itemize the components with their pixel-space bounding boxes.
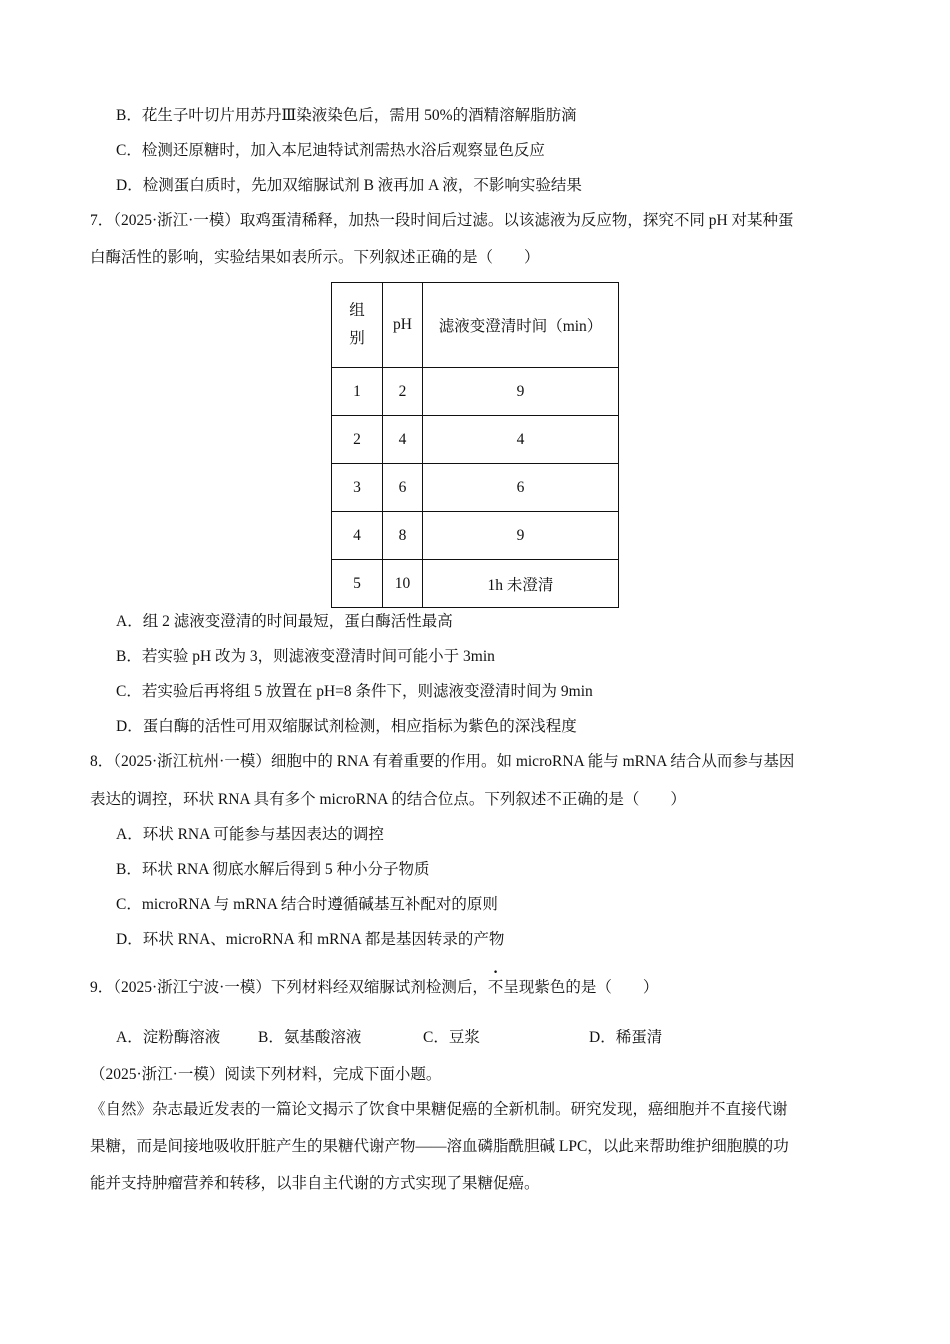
q8-option-d: D．环状 RNA、microRNA 和 mRNA 都是基因转录的产物 (116, 931, 505, 948)
cell-ph: 4 (383, 416, 423, 464)
cell-group: 4 (332, 512, 383, 560)
q9-stem (90, 978, 658, 998)
table-row (332, 368, 619, 416)
cell-ph: 6 (383, 464, 423, 512)
cell-time: 9 (423, 368, 619, 416)
q7-stem-line2: 白酶活性的影响，实验结果如表所示。下列叙述正确的是（ ） (90, 249, 540, 266)
header-ph: pH (383, 283, 423, 368)
cell-group: 2 (332, 416, 383, 464)
q7-stem-line1: 7．（2025·浙江·一模）取鸡蛋清稀释，加热一段时间后过滤。以该滤液为反应物，探究不同 pH 对某种蛋 (90, 212, 794, 229)
q7-option-d: D．蛋白酶的活性可用双缩脲试剂检测，相应指标为紫色的深浅程度 (116, 718, 577, 735)
q9-option-b: B．氨基酸溶液 (258, 1029, 362, 1046)
q9-option-a: A．淀粉酶溶液 (116, 1029, 221, 1046)
cell-ph: 2 (383, 368, 423, 416)
cell-time: 4 (423, 416, 619, 464)
passage-line2: 果糖，而是间接地吸收肝脏产生的果糖代谢产物——溶血磷脂酰胆碱 LPC，以此来帮助维护细胞膜的功 (90, 1138, 789, 1155)
q8-stem-line1: 8．（2025·浙江杭州·一模）细胞中的 RNA 有着重要的作用。如 microRNA 能与 mRNA 结合从而参与基因 (90, 753, 795, 770)
table-row (332, 512, 619, 560)
q6-option-c: C．检测还原糖时，加入本尼迪特试剂需热水浴后观察显色反应 (116, 142, 545, 159)
q9-stem-suffix: 呈现紫色的是（ ） (503, 979, 659, 996)
q7-option-a: A．组 2 滤液变澄清的时间最短，蛋白酶活性最高 (116, 613, 453, 630)
cell-group: 5 (332, 560, 383, 608)
q7-option-b: B．若实验 pH 改为 3，则滤液变澄清时间可能小于 3min (116, 648, 495, 665)
q9-option-d: D．稀蛋清 (589, 1029, 663, 1046)
q9-option-c: C．豆浆 (423, 1029, 480, 1046)
cell-time: 6 (423, 464, 619, 512)
header-group: 组 别 (332, 283, 383, 368)
passage-line3: 能并支持肿瘤营养和转移，以非自主代谢的方式实现了果糖促癌。 (90, 1175, 540, 1192)
cell-group: 3 (332, 464, 383, 512)
q9-stem-prefix: 9．（2025·浙江宁波·一模）下列材料经双缩脲试剂检测后， (90, 979, 488, 996)
cell-time: 1h 未澄清 (423, 560, 619, 608)
q9-emphasis-char: 不 (487, 979, 504, 996)
q8-option-a: A．环状 RNA 可能参与基因表达的调控 (116, 826, 384, 843)
cell-group: 1 (332, 368, 383, 416)
header-time: 滤液变澄清时间（min） (423, 283, 619, 368)
passage-intro: （2025·浙江·一模）阅读下列材料，完成下面小题。 (90, 1066, 442, 1083)
q6-option-d: D．检测蛋白质时，先加双缩脲试剂 B 液再加 A 液，不影响实验结果 (116, 177, 582, 194)
q8-option-b: B．环状 RNA 彻底水解后得到 5 种小分子物质 (116, 861, 430, 878)
q8-option-c: C．microRNA 与 mRNA 结合时遵循碱基互补配对的原则 (116, 896, 498, 913)
cell-ph: 10 (383, 560, 423, 608)
q7-option-c: C．若实验后再将组 5 放置在 pH=8 条件下，则滤液变澄清时间为 9min (116, 683, 593, 700)
cell-ph: 8 (383, 512, 423, 560)
q6-option-b: B．花生子叶切片用苏丹Ⅲ染液染色后，需用 50%的酒精溶解脂肪滴 (116, 107, 577, 124)
q7-results-table (331, 282, 619, 608)
cell-time: 9 (423, 512, 619, 560)
passage-line1: 《自然》杂志最近发表的一篇论文揭示了饮食中果糖促癌的全新机制。研究发现，癌细胞并不直接代谢 (90, 1101, 788, 1118)
table-row (332, 560, 619, 608)
q8-stem-line2: 表达的调控，环状 RNA 具有多个 microRNA 的结合位点。下列叙述不正确的是（ ） (90, 791, 686, 808)
table-row (332, 416, 619, 464)
table-row (332, 464, 619, 512)
